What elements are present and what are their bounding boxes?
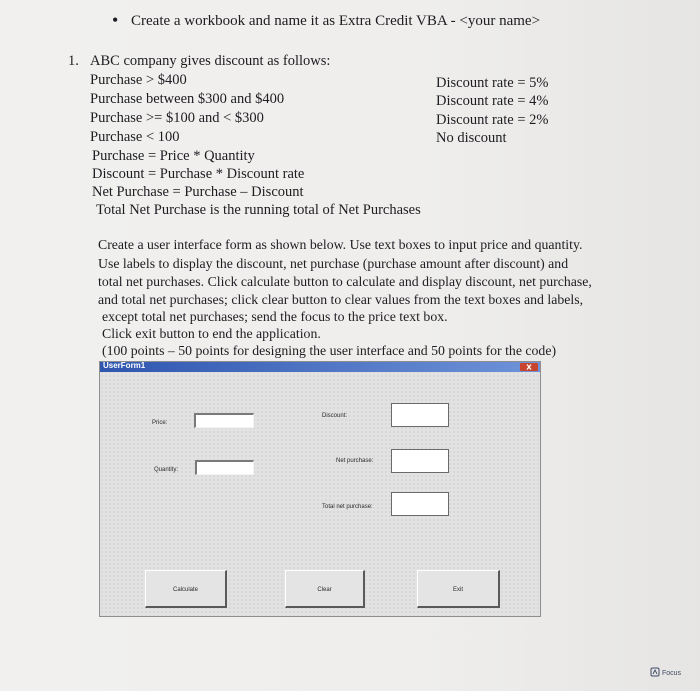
close-icon[interactable] — [520, 363, 538, 371]
discount-label: Discount: — [322, 413, 348, 419]
rate-2: Discount rate = 4% — [436, 93, 549, 109]
instruction-2: Use labels to display the discount, net purchase (purchase amount after discount) and — [98, 256, 569, 271]
calculate-button[interactable]: Calculate — [145, 570, 227, 608]
quantity-label: Quantity: — [154, 467, 179, 473]
rate-3: Discount rate = 2% — [436, 112, 549, 128]
total-net-purchase-label: Total net purchase: — [322, 504, 373, 510]
formula-4: Total Net Purchase is the running total of Net Purchases — [96, 202, 421, 218]
question-number: 1. — [68, 53, 79, 69]
bullet-text: Create a workbook and name it as Extra Credit VBA - <your name> — [131, 13, 541, 29]
price-input[interactable] — [194, 413, 254, 428]
clear-button[interactable]: Clear — [285, 570, 365, 608]
formula-1: Purchase = Price * Quantity — [92, 148, 255, 164]
bullet-icon: • — [112, 10, 119, 30]
net-purchase-output — [391, 449, 449, 473]
focus-badge[interactable] — [650, 667, 681, 679]
formula-3: Net Purchase = Purchase – Discount — [92, 184, 304, 200]
total-net-purchase-output — [391, 492, 449, 516]
instruction-4: and total net purchases; click clear button to clear values from the text boxes and labels, — [98, 292, 584, 307]
instruction-5: except total net purchases; send the focus to the price text box. — [102, 309, 448, 324]
condition-1: Purchase > $400 — [90, 72, 187, 88]
rate-4: No discount — [436, 130, 507, 146]
focus-icon — [650, 667, 660, 679]
condition-4: Purchase < 100 — [90, 129, 180, 145]
instruction-1: Create a user interface form as shown below. Use text boxes to input price and quantity. — [98, 237, 583, 252]
net-purchase-label: Net purchase: — [336, 458, 374, 464]
userform-titlebar — [100, 362, 540, 372]
rate-1: Discount rate = 5% — [436, 75, 549, 91]
instruction-6: Click exit button to end the application. — [102, 326, 321, 341]
userform-window — [99, 361, 541, 617]
discount-output — [391, 403, 449, 427]
userform-title: UserForm1 — [103, 361, 146, 370]
formula-2: Discount = Purchase * Discount rate — [92, 166, 305, 182]
quantity-input[interactable] — [195, 460, 254, 475]
instruction-7: (100 points – 50 points for designing the user interface and 50 points for the code) — [102, 343, 557, 358]
condition-3: Purchase >= $100 and < $300 — [90, 110, 264, 126]
focus-text: Focus — [662, 669, 682, 677]
exit-button[interactable]: Exit — [417, 570, 500, 608]
price-label: Price: — [152, 420, 168, 426]
question-intro: ABC company gives discount as follows: — [90, 53, 331, 69]
condition-2: Purchase between $300 and $400 — [90, 91, 285, 107]
instruction-3: total net purchases. Click calculate button to calculate and display discount, net purchase, — [98, 274, 592, 289]
